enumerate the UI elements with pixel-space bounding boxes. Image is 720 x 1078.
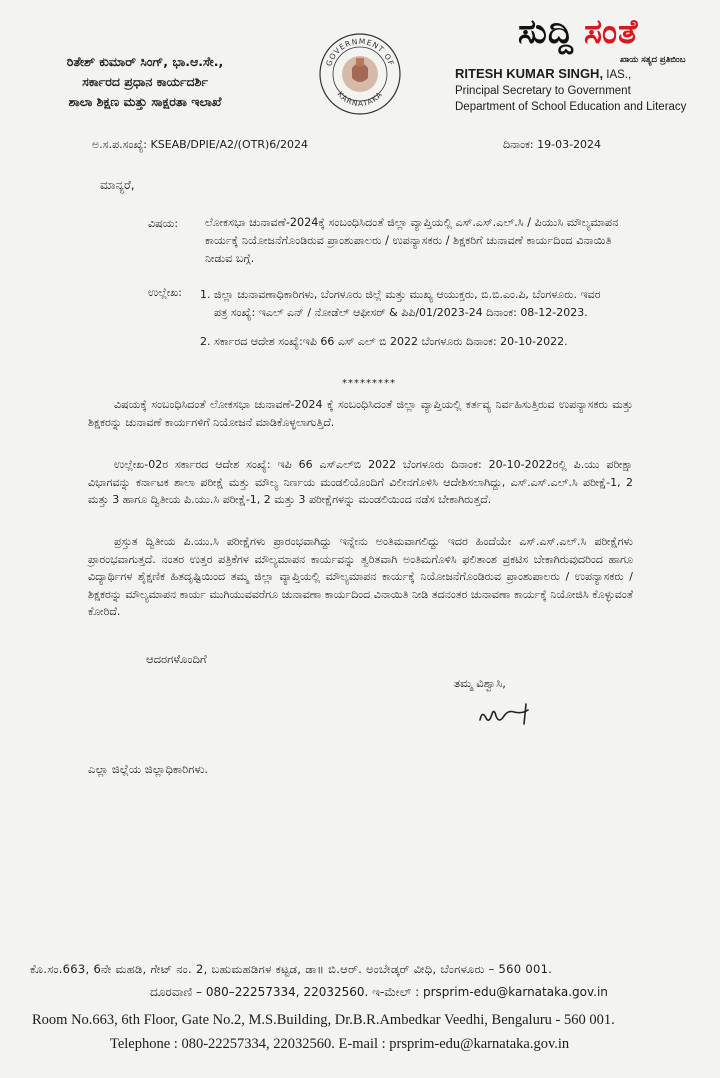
brand-tagline: ಖಾಯ ಸತ್ಯದ ಪ್ರತಿಬಿಂಬ bbox=[620, 55, 686, 65]
letterhead-kannada bbox=[30, 52, 260, 112]
footer-address-kn: ಕೊ.ಸಂ.663, 6ನೇ ಮಹಡಿ, ಗೇಟ್ ನಂ. 2, ಬಹುಮಹಡಿಗಳ ಕಟ್ಟಡ, ಡಾ॥ ಬಿ.ಆರ್. ಅಂಬೇಡ್ಕರ್ ವೀಧಿ, ಬೆಂಗಳೂರು – 560 001. bbox=[30, 962, 553, 976]
reference-number: ಅ.ಸ.ಪ.ಸಂಖ್ಯೆ: KSEAB/DPIE/A2/(OTR)6/2024 bbox=[92, 138, 308, 151]
seal-text-top: GOVERNMENT OF bbox=[324, 36, 396, 68]
addressee: ಎಲ್ಲಾ ಜಿಲ್ಲೆಯ ಜಿಲ್ಲಾಧಿಕಾರಿಗಳು. bbox=[88, 762, 209, 776]
officer-name-kn: ರಿತೇಶ್ ಕುಮಾರ್ ಸಿಂಗ್, ಭಾ.ಆ.ಸೇ., bbox=[66, 54, 224, 69]
seal-text-bottom: KARNATAKA bbox=[335, 89, 385, 109]
footer-address-en: Room No.663, 6th Floor, Gate No.2, M.S.Building, Dr.B.R.Ambedkar Veedhi, Bengaluru - 560 001. bbox=[32, 1012, 615, 1028]
closing-regards: ಆದರಗಳೊಂದಿಗೆ bbox=[146, 652, 207, 666]
karnataka-seal-icon bbox=[318, 32, 402, 116]
officer-name-en: RITESH KUMAR SINGH, bbox=[455, 66, 604, 81]
body-paragraph-1: ವಿಷಯಕ್ಕೆ ಸಂಬಂಧಿಸಿದಂತೆ ಲೋಕಸಭಾ ಚುನಾವಣೆ-2024 ಕ್ಕೆ ಸಂಬಂಧಿಸಿದಂತೆ ಜಿಲ್ಲಾ ವ್ಯಾಪ್ತಿಯಲ್ಲಿ ಕರ್ತವ್ಯ ನಿರ್ವಹಿಸುತ್ತಿರುವ ಉಪನ್ಯಾಸಕರು ಮತ್ತು ಶಿಕ್ಷಕರನ್ನು ಚುನಾವಣೆ ಕಾರ್ಯಗಳಿಗೆ ನಿಯೋಜನೆ ಮಾಡಿಕೊಳ್ಳಲಾಗುತ್ತಿದೆ. bbox=[88, 398, 633, 429]
brand-name-part2: ಸಂತೆ bbox=[583, 12, 639, 52]
department-kn: ಶಾಲಾ ಶಿಕ್ಷಣ ಮತ್ತು ಸಾಕ್ಷರತಾ ಇಲಾಖೆ bbox=[68, 94, 222, 109]
body-paragraph-3: ಪ್ರಸ್ತುತ ದ್ವಿತೀಯ ಪಿ.ಯು.ಸಿ ಪರೀಕ್ಷೆಗಳು ಪ್ರಾರಂಭವಾಗಿದ್ದು ಇನ್ನೇನು ಅಂತಿಮವಾಗಲಿದ್ದು ಇದರ ಹಿಂದೆಯೇ ಎಸ್.ಎಸ್.ಎಲ್.ಸಿ ಪರೀಕ್ಷೆಗಳು ಪ್ರಾರಂಭವಾಗುತ್ತದೆ. ನಂತರ ಉತ್ತರ ಪತ್ರಿಕೆಗಳ ಮೌಲ್ಯಮಾಪನ ಕಾರ್ಯವನ್ನು ತ್ವರಿತವಾಗಿ ಅಂತಿಮಗೊಳಿಸಿ ಫಲಿತಾಂಶ ಪ್ರಕಟಿಸ ಬೇಕಾಗಿರುವುದರಿಂದ ಹಾಗೂ ವಿದ್ಯಾರ್ಥಿಗಳ ಶೈಕ್ಷಣಿಕ ಹಿತದೃಷ್ಟಿಯಿಂದ ತಮ್ಮ ಜಿಲ್ಲಾ ವ್ಯಾಪ್ತಿಯಲ್ಲಿ ಮೌಲ್ಯಮಾಪನ ಕಾರ್ಯಕ್ಕೆ ನಿಯೋಜನೆಗೊಂಡಿರುವ ಪ್ರಾಂಶುಪಾಲರು / ಉಪನ್ಯಾಸಕರು / ಶಿಕ್ಷಕರನ್ನು ಮೌಲ್ಯಮಾಪನ ಕಾರ್ಯ ಮುಗಿಯುವವರೆಗೂ ಚುನಾವಣಾ ಕಾರ್ಯದಿಂದ ವಿನಾಯಿತಿ ನೀಡಿ ತದನಂತರ ಚುನಾವಣಾ ಕಾರ್ಯಕ್ಕೆ ನಿಯೋಜಿಸಿ ಕೊಳ್ಳುವಂತೆ ಕೋರಿದೆ. bbox=[88, 535, 633, 618]
officer-designation-kn: ಸರ್ಕಾರದ ಪ್ರಧಾನ ಕಾರ್ಯದರ್ಶಿ bbox=[82, 74, 208, 89]
salutation: ಮಾನ್ಯರೆ, bbox=[100, 178, 135, 192]
officer-designation-en: Principal Secretary to Government bbox=[455, 85, 631, 97]
reference-text-1: ಜಿಲ್ಲಾ ಚುನಾವಣಾಧಿಕಾರಿಗಳು, ಬೆಂಗಳೂರು ಜಿಲ್ಲೆ ಮತ್ತು ಮುಖ್ಯ ಆಯುಕ್ತರು, ಬಿ.ಬಿ.ಎಂ.ಪಿ, ಬೆಂಗಳೂರು. ಇವರ ಪತ್ರ ಸಂಖ್ಯೆ: ಇಎಲ್ ಎನ್ / ನೋಡೆಲ್ ಆಫೀಸರ್ & ಪಿಪಿ/01/2023-24 ದಿನಾಂಕ: 08-12-2023. bbox=[214, 288, 601, 319]
footer-phone-kn: ದೂರವಾಣಿ – 080–22257334, 22032560. ಇ-ಮೇಲ್ : prsprim-edu@karnataka.gov.in bbox=[150, 985, 608, 999]
footer-phone-en: Telephone : 080-22257334, 22032560. E-mail : prsprim-edu@karnataka.gov.in bbox=[110, 1036, 570, 1052]
subject-text: ಲೋಕಸಭಾ ಚುನಾವಣೆ-2024ಕ್ಕೆ ಸಂಬಂಧಿಸಿದಂತೆ ಜಿಲ್ಲಾ ವ್ಯಾಪ್ತಿಯಲ್ಲಿ ಎಸ್.ಎಸ್.ಎಲ್.ಸಿ / ಪಿಯುಸಿ ಮೌಲ್ಯಮಾಪನ ಕಾರ್ಯಕ್ಕೆ ನಿಯೋಜನೆಗೊಂಡಿರುವ ಪ್ರಾಂಶುಪಾಲರು / ಉಪನ್ಯಾಸಕರು / ಶಿಕ್ಷಕರಿಗೆ ಚುನಾವಣೆ ಕಾರ್ಯದಿಂದ ವಿನಾಯಿತಿ ನೀಡುವ ಬಗ್ಗೆ. bbox=[205, 216, 619, 265]
section-separator: ********* bbox=[342, 378, 396, 389]
department-en: Department of School Education and Literacy bbox=[455, 101, 687, 113]
reference-text-2: ಸರ್ಕಾರದ ಆದೇಶ ಸಂಖ್ಯೆ:ಇಪಿ 66 ಎಸ್ ಎಲ್ ಬಿ 2022 ಬೆಂಗಳೂರು ದಿನಾಂಕ: 20-10-2022. bbox=[214, 335, 568, 348]
brand-logo bbox=[518, 12, 638, 52]
reference-number-2: 2. bbox=[200, 335, 211, 348]
reference-item bbox=[200, 286, 614, 322]
svg-text:KARNATAKA bbox=[336, 90, 385, 108]
body-paragraph-2: ಉಲ್ಲೇಖ-02ರ ಸರ್ಕಾರದ ಆದೇಶ ಸಂಖ್ಯೆ: ಇಪಿ 66 ಎಸ್ಎಲ್‌ಬಿ 2022 ಬೆಂಗಳೂರು ದಿನಾಂಕ: 20-10-2022ರಲ್ಲಿ ಪಿ.ಯು ಪರೀಕ್ಷಾ ವಿಭಾಗವನ್ನು ಕರ್ನಾಟಕ ಶಾಲಾ ಪರೀಕ್ಷೆ ಮತ್ತು ಮೌಲ್ಯ ನಿರ್ಣಯ ಮಂಡಲಿಯೊಂದಿಗೆ ವಿಲೀನಗೊಳಿಸಿ ಆದೇಶಿಸಲಾಗಿದ್ದು, ಎಸ್.ಎಸ್.ಎಲ್.ಸಿ ಪರೀಕ್ಷೆ-1, 2 ಮತ್ತು 3 ಹಾಗೂ ದ್ವಿತೀಯ ಪಿ.ಯು.ಸಿ ಪರೀಕ್ಷೆ-1, 2 ಮತ್ತು 3 ಪರೀಕ್ಷೆಗಳನ್ನು ಮಂಡಲಿಯಿಂದ ನಡೆಸ ಬೇಕಾಗಿರುತ್ತದೆ. bbox=[88, 458, 633, 506]
closing-yours: ತಮ್ಮ ವಿಶ್ವಾಸಿ, bbox=[454, 676, 506, 690]
letter-date: ದಿನಾಂಕ: 19-03-2024 bbox=[503, 138, 602, 151]
letterhead-english bbox=[455, 66, 695, 115]
reference-number-1: 1. bbox=[200, 288, 211, 301]
subject-label: ವಿಷಯ: bbox=[148, 217, 179, 230]
officer-name-suffix: IAS., bbox=[603, 69, 632, 81]
brand-name-part1: ಸುದ್ದಿ bbox=[518, 12, 574, 52]
references-label: ಉಲ್ಲೇಖ: bbox=[148, 286, 182, 299]
signature-icon bbox=[476, 698, 546, 728]
reference-item bbox=[200, 333, 614, 351]
